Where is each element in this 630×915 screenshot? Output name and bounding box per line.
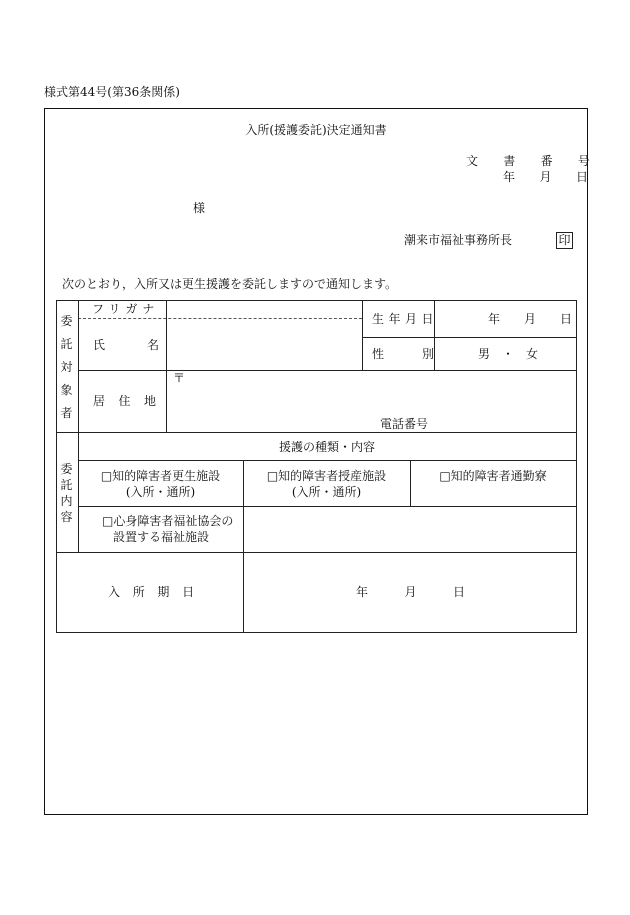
option-intellectual-workshop-facility[interactable] — [243, 460, 410, 506]
name-label-cell — [78, 318, 202, 370]
sex-field[interactable] — [434, 337, 576, 370]
name-label: 氏名 — [93, 338, 202, 352]
address-label-cell — [78, 370, 170, 432]
option-sublabel: (入所・通所) — [291, 485, 362, 499]
address-field[interactable] — [166, 370, 576, 432]
commission-blank-cell[interactable] — [243, 506, 576, 552]
birthdate-label-cell — [362, 300, 439, 337]
phone-label: 電話番号 — [380, 417, 429, 431]
admission-date-field[interactable] — [243, 552, 576, 632]
admission-label-cell — [56, 552, 243, 632]
addressee-field[interactable] — [60, 198, 188, 218]
commission-section-label: 委託内容 — [60, 462, 73, 524]
option-intellectual-rehab-facility[interactable] — [78, 460, 243, 506]
name-field[interactable] — [166, 318, 362, 370]
sex-label: 性別 — [372, 347, 473, 361]
admission-date-value: 年月日 — [356, 585, 502, 599]
form-number: 様式第44号(第36条関係) — [44, 85, 180, 99]
commission-section-cell — [56, 432, 78, 552]
option-sublabel: (入所・通所) — [125, 485, 196, 499]
option-sublabel: 設置する福祉施設 — [113, 530, 210, 544]
issuer-name: 潮来市福祉事務所長 — [404, 233, 513, 247]
option-welfare-association-facility[interactable] — [78, 506, 243, 552]
furigana-label: フリガナ — [92, 302, 160, 316]
option-label: □知的障害者授産施設 — [266, 469, 387, 483]
furigana-label-cell — [78, 300, 166, 318]
postal-mark: 〒 — [173, 371, 186, 385]
addressee-suffix: 様 — [193, 201, 206, 215]
option-intellectual-commuter-dorm[interactable] — [410, 460, 576, 506]
document-title: 入所(援護委託)決定通知書 — [245, 123, 387, 137]
address-label: 居住地 — [93, 394, 170, 408]
option-label: □知的障害者通勤寮 — [439, 469, 547, 483]
option-label: □心身障害者福祉協会の — [102, 514, 234, 528]
subject-section-label: 委託対象者 — [60, 314, 73, 420]
doc-number-label: 文書番号 — [466, 154, 616, 168]
commission-header-cell — [78, 432, 576, 460]
sex-options: 男・女 — [478, 347, 551, 361]
admission-label: 入所期日 — [108, 585, 207, 599]
sex-label-cell — [362, 337, 473, 370]
subject-section-cell — [56, 300, 78, 432]
option-label: □知的障害者更生施設 — [100, 469, 221, 483]
commission-header: 援護の種類・内容 — [278, 440, 375, 454]
issue-date-label: 年月日 — [503, 170, 613, 184]
birthdate-label: 生年月日 — [372, 312, 439, 326]
birthdate-field[interactable] — [434, 300, 597, 337]
furigana-field[interactable] — [166, 300, 362, 318]
notice-text: 次のとおり，入所又は更生援護を委託しますので通知します。 — [62, 277, 398, 291]
seal-stamp: 印 — [556, 232, 573, 249]
birthdate-value: 年月日 — [488, 312, 597, 326]
